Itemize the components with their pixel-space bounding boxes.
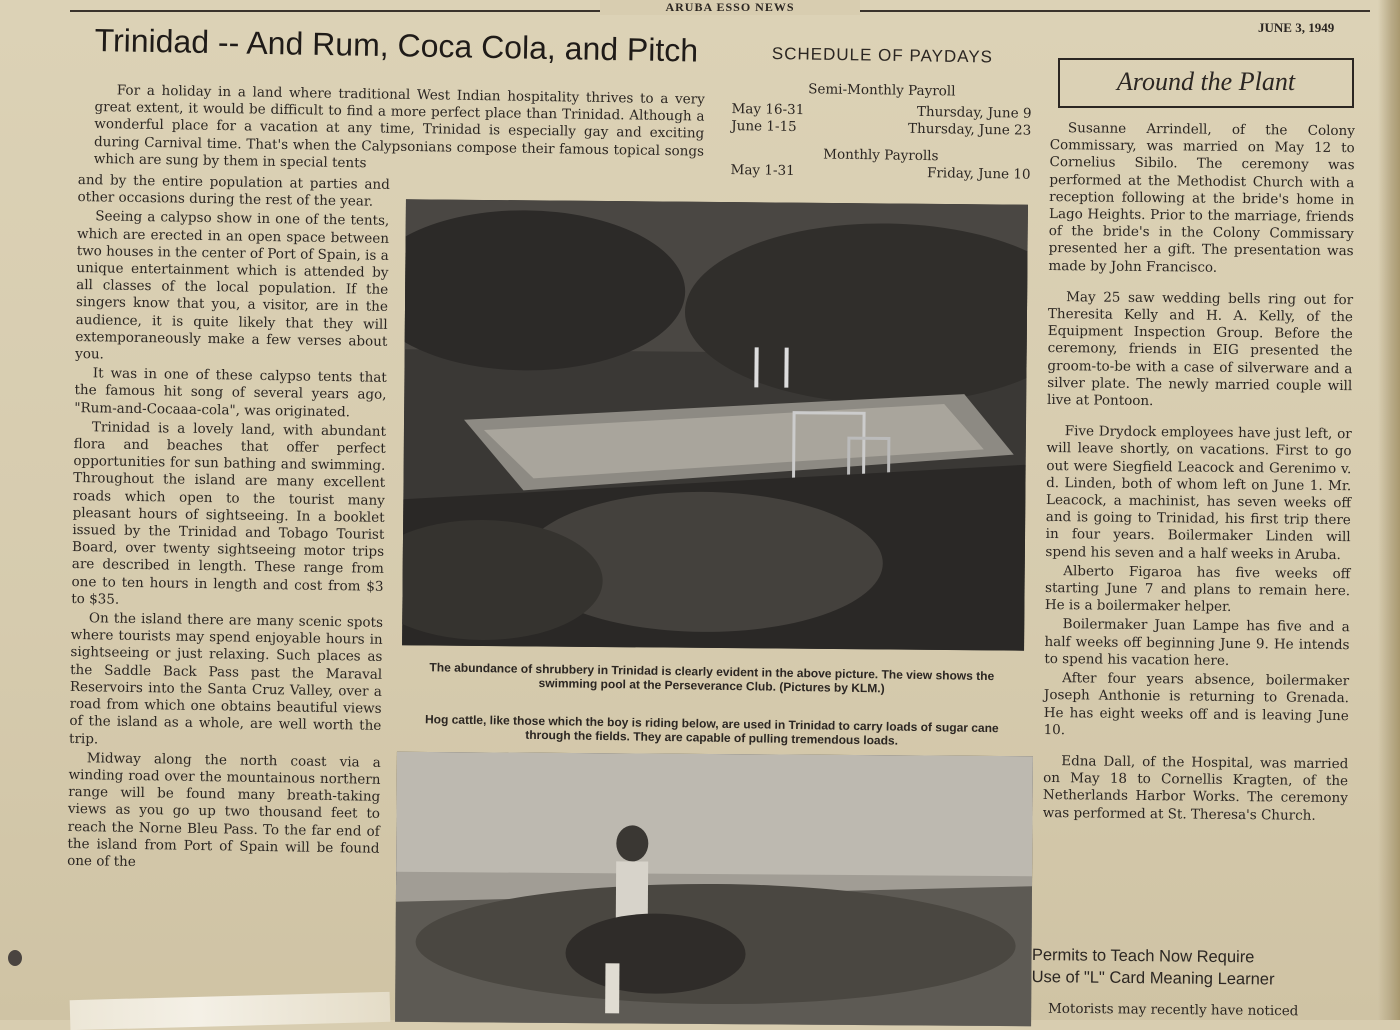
around-the-plant-column (1043, 120, 1355, 827)
schedule-day: Thursday, June 9 (916, 103, 1032, 122)
permits-headline-line: Use of "L" Card Meaning Learner (1031, 967, 1275, 989)
article-paragraph: Midway along the north coast via a winding road over the mountainous northern range will be found many breath-taking views as you go up two thousand feet to reach the Norne Bleu Pass. To the far end of the island from Port of Spain will be found one of the (67, 749, 381, 870)
punch-hole (8, 950, 22, 966)
news-item: Edna Dall, of the Hospital, was married on May 18 to Cornellis Kragten, of the Netherlands Harbor Works. The ceremony was performed at St. Theresa's Church. (1042, 753, 1349, 824)
article-left-column (67, 172, 390, 877)
schedule-title: SCHEDULE OF PAYDAYS (771, 44, 994, 67)
swimming-pool-photo (402, 199, 1028, 650)
permits-headline (1032, 944, 1275, 991)
hog-cattle-caption: Hog cattle, like those which the boy is riding below, are used in Trinidad to carry loads of sugar cane through the fields. They are capable of pulling tremendous loads. (424, 712, 999, 748)
semi-monthly-label: Semi-Monthly Payroll (808, 81, 956, 100)
torn-paper-edge (70, 992, 391, 1030)
schedule-day: Thursday, June 23 (907, 120, 1032, 139)
intro-paragraph: For a holiday in a land where traditional West Indian hospitality thrives to a very great extent, it would be difficult to find a more perfect place than Trinidad. Although a wonderful place for a vacation at any time, Trinidad is especially gay and exciting during Carnival time. That's when the Calypsonians compose their famous topical songs which are sung by them in special tents (93, 82, 705, 172)
article-headline: Trinidad -- And Rum, Coca Cola, and Pitch (94, 22, 699, 69)
news-item: After four years absence, boilermaker Joseph Anthonie is returning to Grenada. He has eight weeks off and is leaving June 10. (1043, 670, 1350, 738)
masthead: ARUBA ESSO NEWS (600, 0, 860, 15)
schedule-row (731, 118, 1031, 140)
issue-date: JUNE 3, 1949 (1258, 20, 1335, 35)
permits-headline-line: Permits to Teach Now Require (1031, 945, 1255, 967)
news-item: Susanne Arrindell, of the Colony Commissary, was married on May 12 to Cornelius Sibilo. The ceremony was performed at the Methodist Church with a reception following at the bride's home in Lago Heights. Prior to the marriage, friends of the bride's in the Colony Commissary presented her a gift. The presentation was made by John Francisco. (1048, 120, 1355, 276)
article-paragraph: On the island there are many scenic spots where tourists may spend enjoyable hours in sightseeing or just relaxing. Such places as the Saddle Back Pass past the Maraval Reservoirs into the Santa Cruz Valley, over a road from which one obtains beautiful views of the island as a whole, are well worth the trip. (68, 610, 384, 747)
pool-photo-caption: The abundance of shrubbery in Trinidad is clearly evident in the above picture. The view shows the swimming pool at the Perseverance Club. (Pictures by KLM.) (429, 660, 995, 696)
schedule-period: May 16-31 (731, 100, 805, 119)
article-paragraph: and by the entire population at parties and other occasions during the rest of the year. (77, 172, 390, 210)
schedule-period: May 1-31 (730, 161, 795, 179)
around-the-plant-box: Around the Plant (1058, 58, 1354, 108)
article-paragraph: Seeing a calypso show in one of the tents, which are erected in an open space between two houses in the center of Port of Spain, is a unique entertainment which is attended by all classes of the local population. If the singers know that you, a visitor, are in the audience, it is quite likely that they will extemporaneously make a few verses about you. (75, 208, 390, 363)
news-item: Alberto Figaroa has five weeks off starting June 7 and plans to remain here. He is a boilermaker helper. (1044, 563, 1351, 616)
article-paragraph: It was in one of these calypso tents that the famous hit song of several years ago, "Rum-and-Cocaaa-cola", was originated. (74, 365, 387, 420)
news-item: Five Drydock employees have just left, or will leave shortly, on vacations. First to go out were Siegfield Leacock and Gerenimo v. d. Linden, both of whom left on June 1. Mr. Leacock, a machinist, has seven weeks off and is going to Trinidad, his first trip there in four years. Boilermaker Linden will spend his seven and a half weeks in Aruba. (1045, 423, 1352, 563)
monthly-label: Monthly Payrolls (823, 146, 939, 165)
payday-schedule (730, 80, 1032, 184)
permits-article-start: Motorists may recently have noticed (1047, 1000, 1299, 1020)
schedule-row (730, 162, 1030, 184)
hog-cattle-photo (395, 752, 1033, 1026)
article-intro (94, 82, 705, 178)
page-edge-shadow (1378, 0, 1400, 1020)
schedule-period: June 1-15 (731, 117, 797, 136)
schedule-day: Friday, June 10 (926, 165, 1031, 183)
news-item: Boilermaker Juan Lampe has five and a half weeks off beginning June 9. He intends to spend his vacation here. (1044, 616, 1350, 669)
article-paragraph: Trinidad is a lovely land, with abundant flora and beaches that offer perfect opportunities for sun bathing and swimming. Throughout the island are many excellent roads which open to the tourist many pleasant hours of sightseeing. In a booklet issued by the Trinidad and Tobago Tourist Board, over twenty sightseeing motor trips are described in length. These range from one to ten hours in length and cost from $3 to $35. (71, 419, 387, 608)
news-item: May 25 saw wedding bells ring out for Theresita Kelly and H. A. Kelly, of the Equipment Inspection Group. Before the ceremony, friends in EIG presented the groom-to-be with a case of silverware and a silver plate. The newly married couple will live at Pontoon. (1046, 289, 1354, 410)
